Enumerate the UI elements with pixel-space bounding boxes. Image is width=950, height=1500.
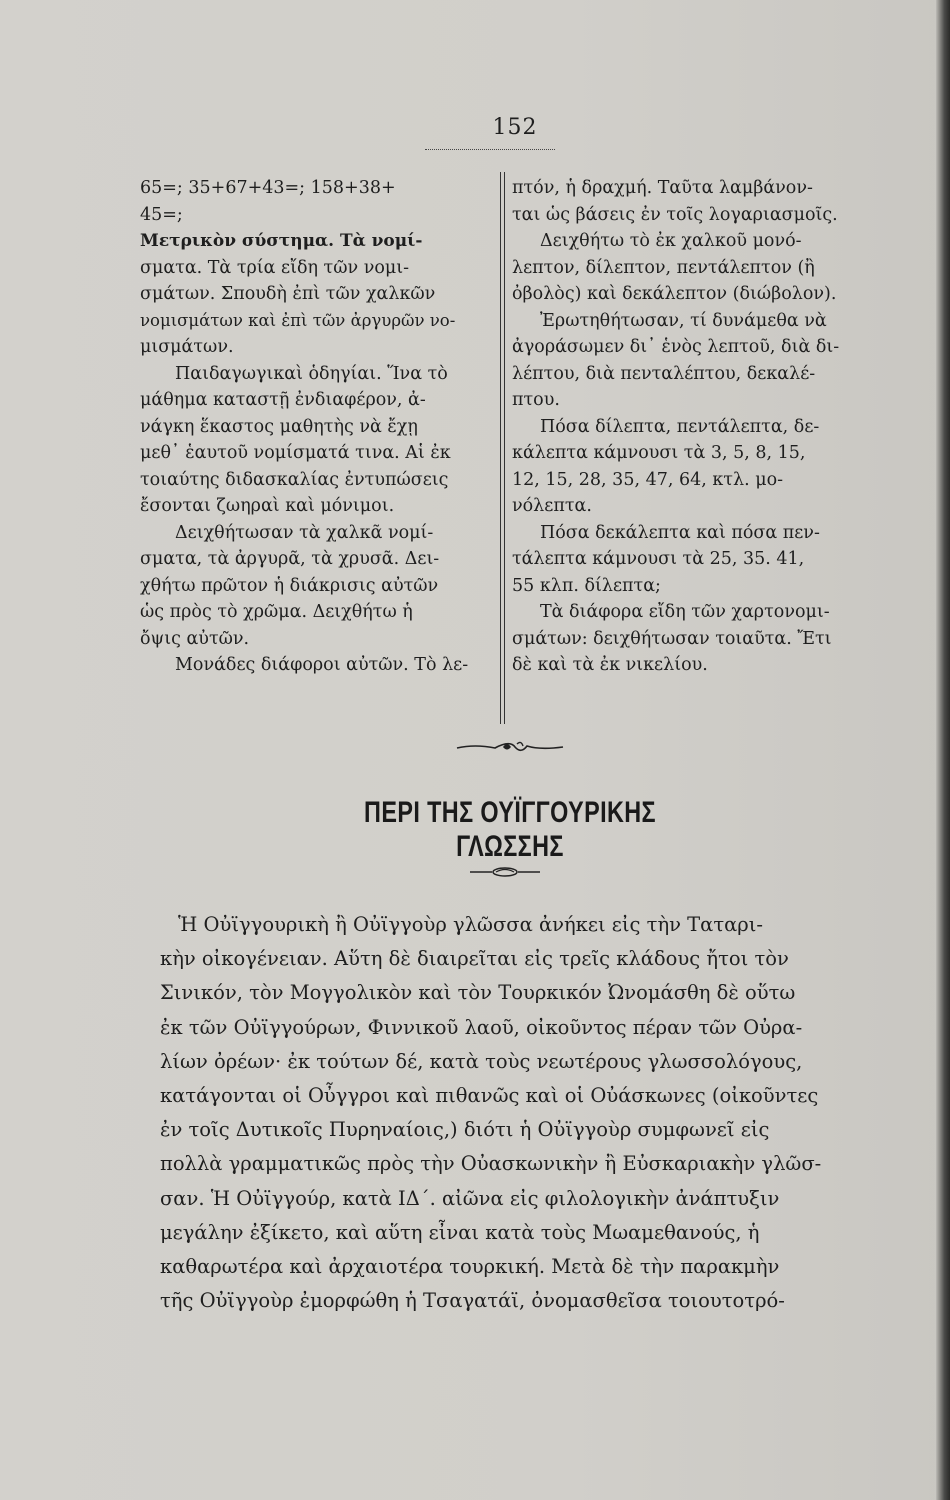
- body-line: πολλὰ γραμματικῶς πρὸς τὴν Οὐασκωνικὴν ἢ Εὐσκαριακὴν γλῶσ-: [160, 1152, 822, 1176]
- right-line: Τὰ διάφορα εἴδη τῶν χαρτονομι-: [540, 602, 830, 622]
- right-line: πτου.: [512, 390, 560, 410]
- body-line: κὴν οἰκογένειαν. Αὕτη δὲ διαιρεῖται εἰς τρεῖς κλάδους ἤτοι τὸν: [160, 947, 789, 971]
- right-line: ται ὡς βάσεις ἐν τοῖς λογαριασμοῖς.: [512, 204, 838, 225]
- left-line: Παιδαγωγικαὶ ὁδηγίαι. Ἵνα τὸ: [175, 363, 448, 384]
- right-line: νόλεπτα.: [512, 496, 592, 516]
- left-line: νομισμάτων καὶ ἐπὶ τῶν ἀργυρῶν νο-: [140, 310, 456, 330]
- body-line: Ἡ Οὐϊγγουρικὴ ἢ Οὐϊγγοὺρ γλῶσσα ἀνήκει εἰς τὴν Ταταρι-: [178, 913, 764, 936]
- right-line: πτόν, ἡ δραχμή. Ταῦτα λαμβάνον-: [512, 178, 813, 198]
- left-line: σματα, τὰ ἀργυρᾶ, τὰ χρυσᾶ. Δει-: [140, 549, 440, 569]
- page-edge-shadow: [936, 0, 950, 1500]
- left-line: ὄψις αὐτῶν.: [140, 628, 250, 649]
- left-line: τοιαύτης διδασκαλίας ἐντυπώσεις: [140, 469, 449, 490]
- left-line: ὡς πρὸς τὸ χρῶμα. Δειχθήτω ἡ: [140, 602, 413, 622]
- dash-ornament: [468, 864, 542, 880]
- right-line: τάλεπτα κάμνουσι τὰ 25, 35. 41,: [512, 549, 805, 569]
- left-line: νάγκη ἕκαστος μαθητὴς νὰ ἔχῃ: [140, 416, 418, 437]
- right-line: δὲ καὶ τὰ ἐκ νικελίου.: [512, 655, 708, 675]
- body-line: ἐν τοῖς Δυτικοῖς Πυρηναίοις,) διότι ἡ Οὐϊγγοὺρ συμφωνεῖ εἰς: [160, 1118, 770, 1142]
- column-divider: [504, 172, 505, 724]
- section-title: ΠΕΡΙ ΤΗΣ ΟΥΪΓΓΟΥΡΙΚΗΣ ΓΛΩΣΣΗΣ: [364, 796, 656, 863]
- right-line: Πόσα δεκάλεπτα καὶ πόσα πεν-: [540, 522, 820, 543]
- column-divider: [500, 172, 501, 724]
- right-line: ἀγοράσωμεν δι᾿ ἑνὸς λεπτοῦ, διὰ δι-: [512, 337, 840, 357]
- body-line: Σινικόν, τὸν Μογγολικὸν καὶ τὸν Τουρκικόν Ὠνομάσθη δὲ οὕτω: [160, 981, 796, 1005]
- left-line: σμάτων. Σπουδὴ ἐπὶ τῶν χαλκῶν: [140, 284, 436, 304]
- right-line: κάλεπτα κάμνουσι τὰ 3, 5, 8, 15,: [512, 443, 806, 463]
- page-number: 152: [492, 115, 538, 140]
- section-body: [160, 908, 855, 1318]
- right-line: 12, 15, 28, 35, 47, 64, κτλ. μο-: [512, 469, 784, 490]
- body-line: μεγάλην ἐξίκετο, καὶ αὕτη εἶναι κατὰ τοὺς Μωαμεθανούς, ἡ: [160, 1220, 760, 1244]
- body-line: σαν. Ἡ Οὐϊγγούρ, κατὰ ΙΔ΄. αἰῶνα εἰς φιλολογικὴν ἀνάπτυξιν: [160, 1186, 780, 1210]
- left-column: [140, 175, 495, 679]
- body-line: κατάγονται οἱ Οὖγγροι καὶ πιθανῶς καὶ οἱ Οὐάσκωνες (οἰκοῦντες: [160, 1084, 819, 1108]
- body-line: λίων ὀρέων· ἐκ τούτων δέ, κατὰ τοὺς νεωτέρους γλωσσολόγους,: [160, 1049, 803, 1073]
- flourish-ornament: [455, 738, 565, 756]
- body-line: τῆς Οὐϊγγοὺρ ἐμορφώθη ἡ Τσαγατάϊ, ὀνομασθεῖσα τοιουτοτρό-: [160, 1289, 785, 1313]
- left-line: μισμάτων.: [140, 337, 234, 357]
- page-number-rule: [425, 149, 555, 150]
- left-line: χθήτω πρῶτον ἡ διάκρισις αὐτῶν: [140, 575, 439, 596]
- left-line: μάθημα καταστῇ ἐνδιαφέρον, ἀ-: [140, 390, 426, 410]
- left-line: μεθ᾿ ἑαυτοῦ νομίσματά τινα. Αἱ ἐκ: [140, 443, 451, 463]
- right-line: Δειχθήτω τὸ ἐκ χαλκοῦ μονό-: [540, 231, 802, 251]
- right-column: [512, 175, 850, 679]
- body-line: καθαρωτέρα καὶ ἀρχαιοτέρα τουρκική. Μετὰ δὲ τὴν παρακμὴν: [160, 1255, 780, 1279]
- right-line: λέπτου, διὰ πενταλέπτου, δεκαλέ-: [512, 363, 816, 384]
- body-line: ἐκ τῶν Οὐϊγγούρων, Φιννικοῦ λαοῦ, οἰκοῦντος πέραν τῶν Οὐρα-: [160, 1015, 803, 1039]
- right-line: ὀβολὸς) καὶ δεκάλεπτον (διώβολον).: [512, 284, 837, 304]
- left-line-heading: Μετρικὸν σύστημα. Τὰ νομί-: [140, 231, 423, 251]
- left-line: σματα. Τὰ τρία εἴδη τῶν νομι-: [140, 257, 410, 278]
- right-line: λεπτον, δίλεπτον, πεντάλεπτον (ἢ: [512, 257, 815, 278]
- left-line: 65=; 35+67+43=; 158+38+: [140, 178, 396, 198]
- right-line: Πόσα δίλεπτα, πεντάλεπτα, δε-: [540, 416, 820, 437]
- right-line: σμάτων: δειχθήτωσαν τοιαῦτα. Ἔτι: [512, 628, 832, 649]
- right-line: Ἐρωτηθήτωσαν, τί δυνάμεθα νὰ: [540, 310, 827, 331]
- left-line: Μονάδες διάφοροι αὐτῶν. Τὸ λε-: [175, 655, 469, 675]
- right-line: 55 κλπ. δίλεπτα;: [512, 575, 661, 596]
- left-line: Δειχθήτωσαν τὰ χαλκᾶ νομί-: [175, 522, 434, 543]
- left-line: 45=;: [140, 204, 183, 225]
- left-line: ἔσονται ζωηραὶ καὶ μόνιμοι.: [140, 496, 395, 516]
